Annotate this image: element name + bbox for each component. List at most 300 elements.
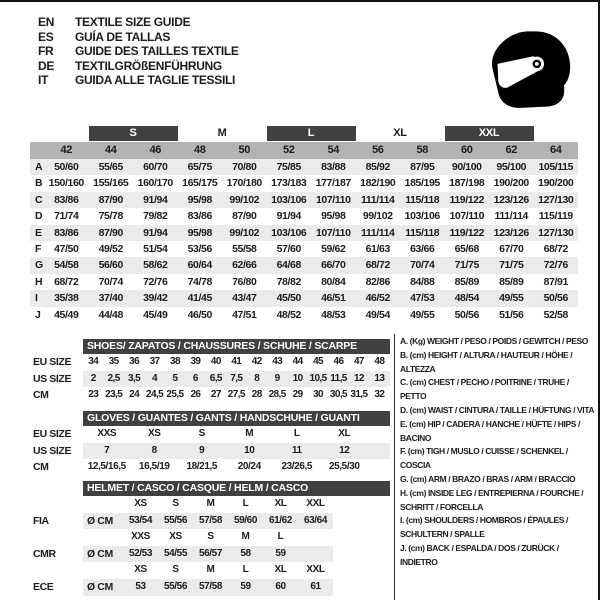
- shoes-header: [30, 339, 390, 354]
- header-spacer: [30, 339, 83, 354]
- measurement-cell: 48/52: [276, 308, 301, 321]
- shoes-cell: 9: [274, 372, 280, 384]
- measurement-row: [30, 307, 578, 323]
- measurement-cell: 90/100: [451, 161, 482, 173]
- size-cell: 50: [238, 144, 250, 156]
- measurement-cell: 82/86: [365, 275, 390, 288]
- size-group-header-row: [30, 126, 578, 142]
- shoes-cell: 40: [210, 356, 221, 367]
- measurement-cell: 91/94: [143, 193, 168, 206]
- measurement-cell: 37/40: [98, 292, 123, 305]
- measurement-cell: 48/53: [321, 308, 346, 321]
- language-code: FR: [38, 44, 54, 59]
- measurement-cell: 49/54: [365, 308, 390, 321]
- helmet-cell: XL: [274, 564, 287, 576]
- measurement-cell: 115/119: [538, 210, 573, 223]
- shoes-cell: 37: [149, 356, 160, 367]
- measurement-cells: [44, 241, 578, 257]
- measurement-cell: 87/95: [410, 161, 435, 173]
- measurement-row: [30, 290, 578, 306]
- measurement-cell: 190/200: [538, 177, 574, 190]
- measurement-row: [30, 175, 578, 191]
- measurement-cell: 70/80: [232, 161, 257, 173]
- measurement-legend: [400, 335, 596, 570]
- helmet-cell: 57/58: [198, 580, 223, 592]
- measurement-cell: 59/62: [321, 242, 346, 255]
- measurement-cell: 54/58: [54, 259, 79, 272]
- measurement-cell: 91/94: [276, 210, 301, 223]
- measurement-cell: 87/91: [543, 275, 568, 288]
- measurement-cells: [44, 257, 578, 273]
- measurement-cell: 83/86: [54, 193, 79, 206]
- legend-item: E. (cm) HIP / CADERA / HANCHE / HÜFTE / HIPS / BACINO: [400, 418, 580, 443]
- measurement-cell: 56/60: [98, 259, 123, 272]
- helmet-cell: S: [172, 498, 179, 509]
- measurement-cell: 103/106: [271, 193, 307, 206]
- helmet-unit-label: Ø CM: [87, 514, 113, 527]
- gloves-cell: 20/24: [237, 461, 261, 473]
- numeric-size-row: [30, 142, 578, 159]
- helmet-cell: L: [242, 564, 249, 576]
- measurement-cell: 84/88: [410, 275, 435, 288]
- helmet-cell: XL: [274, 498, 287, 509]
- helmet-row: [30, 546, 390, 563]
- gloves-cell: 12,5/16,5: [87, 461, 126, 473]
- helmet-row: [30, 496, 390, 513]
- helmet-cell: S: [207, 531, 214, 543]
- measurement-cell: 71/75: [454, 259, 479, 272]
- helmet-row-label: CMR: [33, 547, 56, 560]
- measurement-cell: 46/52: [365, 292, 390, 305]
- legend-item: H. (cm) INSIDE LEG / ENTREPIERNA / FOURCHE / SCHRITT / FORCELLA: [400, 487, 584, 512]
- gloves-row-label: CM: [33, 461, 49, 474]
- gloves-title-bar: GLOVES / GUANTES / GANTS / HANDSCHUHE / GUANTI: [83, 411, 390, 426]
- gloves-cell: 23/26,5: [281, 461, 313, 473]
- gloves-cell: M: [245, 428, 254, 439]
- gloves-cell: XXS: [97, 428, 117, 439]
- measurement-row-label: I: [35, 292, 38, 305]
- shoes-row-label: US SIZE: [33, 372, 72, 385]
- measurement-cell: 50/60: [54, 161, 79, 173]
- measurement-row-label: C: [35, 193, 43, 206]
- size-group-cell: XXL: [445, 126, 534, 141]
- shoes-cell: 6: [192, 372, 198, 384]
- measurement-cell: 76/80: [232, 275, 257, 288]
- size-cell: 64: [550, 144, 562, 156]
- measurement-cell: 185/195: [404, 177, 440, 190]
- legend-item: G. (cm) ARM / BRAZO / BRAS / ARM / BRACCIO: [400, 473, 576, 484]
- helmet-cell: 54/55: [163, 547, 188, 559]
- measurement-row-label: B: [35, 177, 43, 190]
- helmet-cell: 57/58: [198, 514, 223, 526]
- measurement-row: [30, 159, 578, 175]
- measurement-cell: 80/84: [321, 275, 346, 288]
- language-title-row: [38, 44, 239, 59]
- shoes-cell: 27: [210, 389, 221, 401]
- helmet-row: [30, 562, 390, 579]
- legend-item: I. (cm) SHOULDERS / HOMBROS / ÉPAULES / SCHULTERN / SPALLE: [400, 515, 568, 540]
- shoes-cell: 30: [313, 389, 323, 401]
- gloves-section: [30, 411, 390, 476]
- helmet-cell: 59/60: [233, 514, 258, 526]
- measurement-cell: 65/68: [454, 242, 479, 255]
- measurement-cell: 49/55: [499, 292, 524, 305]
- measurement-cell: 111/114: [361, 193, 395, 206]
- gloves-cell: 9: [199, 444, 205, 456]
- shoes-cell: 5: [172, 372, 178, 384]
- measurement-cell: 87/90: [98, 193, 123, 206]
- measurement-cell: 47/53: [410, 292, 435, 305]
- measurement-cell: 62/66: [232, 259, 257, 272]
- gloves-row: [30, 443, 390, 460]
- legend-item: A. (Kg) WEIGHT / PESO / POIDS / GEWITCH / PESO: [400, 336, 588, 346]
- measurement-cell: 99/102: [229, 193, 260, 206]
- measurement-cell: 95/98: [187, 193, 212, 206]
- measurement-cells: [44, 175, 578, 191]
- gloves-cell: 11: [291, 444, 302, 456]
- measurement-cell: 65/75: [187, 161, 212, 173]
- measurement-cell: 68/72: [365, 259, 390, 272]
- legend-item: C. (cm) CHEST / PECHO / POITRINE / TRUHE / PETTO: [400, 377, 569, 402]
- shoes-cell: 32: [374, 389, 385, 401]
- helmet-unit-label: Ø CM: [87, 547, 113, 560]
- shoes-cell: 4: [152, 372, 158, 384]
- shoes-cell: 35: [108, 356, 119, 367]
- measurement-row-label: J: [35, 308, 41, 321]
- shoes-cell: 34: [88, 356, 99, 367]
- measurement-cell: 115/118: [405, 226, 440, 239]
- legend-item: J. (cm) BACK / ESPALDA / DOS / ZURÜCK / INDIETRO: [400, 542, 559, 567]
- size-group-cell: M: [217, 127, 227, 139]
- measurement-cell: 45/49: [143, 308, 168, 321]
- guide-title: GUIDA ALLE TAGLIE TESSILI: [75, 73, 236, 88]
- measurement-cell: 49/52: [98, 242, 123, 255]
- gloves-cell: 10: [244, 444, 255, 456]
- measurement-cell: 50/56: [454, 308, 479, 321]
- shoes-cell: 13: [374, 372, 385, 384]
- helmet-row: [30, 513, 390, 530]
- size-cell: 56: [372, 144, 384, 156]
- measurement-cell: 95/100: [496, 161, 527, 173]
- shoes-cell: 45: [313, 356, 323, 367]
- shoes-cells: [83, 371, 390, 388]
- size-cell: 52: [283, 144, 295, 156]
- measurement-cells: [44, 225, 578, 241]
- measurement-cell: 111/114: [494, 210, 528, 223]
- shoes-cell: 39: [190, 356, 201, 367]
- measurement-cell: 49/55: [410, 308, 435, 321]
- measurement-cell: 39/42: [143, 292, 168, 305]
- measurement-cell: 67/70: [499, 242, 524, 255]
- guide-title: TEXTILGRÖßENFÜHRUNG: [75, 58, 222, 73]
- measurement-cells: [44, 290, 578, 306]
- measurement-cell: 83/86: [54, 226, 79, 239]
- helmet-rows: [30, 496, 390, 596]
- language-title-list: [38, 15, 239, 88]
- measurement-cell: 55/65: [98, 161, 123, 173]
- helmet-row-values: [83, 496, 333, 513]
- language-code: IT: [38, 73, 49, 88]
- gloves-header: [30, 411, 390, 426]
- size-group-cell: [44, 126, 89, 141]
- helmet-cell: M: [241, 531, 250, 543]
- language-code: EN: [38, 15, 55, 29]
- helmet-cell: 61/62: [268, 514, 293, 526]
- gloves-cell: 25,5/30: [328, 461, 360, 473]
- measurement-cell: 173/183: [271, 177, 307, 190]
- measurement-cell: 107/110: [449, 210, 485, 223]
- measurement-cell: 95/98: [187, 226, 212, 239]
- numeric-size-cells: [44, 142, 578, 159]
- helmet-cells: [123, 529, 333, 546]
- measurement-cell: 160/170: [137, 177, 173, 190]
- gloves-cell: 8: [151, 444, 157, 456]
- helmet-row-values: [83, 562, 333, 579]
- gloves-cell: XL: [338, 428, 351, 439]
- measurement-cell: 51/56: [499, 308, 524, 321]
- helmet-cells: [123, 579, 333, 596]
- shoes-cell: 6,5: [209, 372, 222, 384]
- helmet-section: [30, 481, 390, 596]
- helmet-cell: 63/64: [303, 514, 328, 526]
- measurement-cell: 55/58: [232, 242, 257, 255]
- measurement-cell: 95/98: [321, 210, 346, 223]
- language-code: DE: [38, 58, 55, 73]
- shoes-cells: [83, 354, 390, 371]
- measurement-cell: 58/62: [143, 259, 168, 272]
- size-cell: 48: [194, 144, 206, 156]
- measurement-cell: 61/63: [365, 242, 390, 255]
- racing-helmet-icon: [487, 28, 573, 110]
- helmet-row-label: FIA: [33, 514, 49, 527]
- measurement-cell: 85/89: [454, 275, 479, 288]
- measurement-row-label: E: [35, 226, 42, 239]
- measurement-cells: [44, 159, 578, 175]
- size-cell: 44: [105, 144, 117, 156]
- shoes-cell: 23,5: [105, 389, 123, 401]
- shoes-cell: 28,5: [268, 389, 286, 401]
- gloves-row: [30, 459, 390, 476]
- measurement-cell: 170/180: [226, 177, 262, 190]
- gloves-rows: [30, 426, 390, 476]
- shoes-cell: 44: [292, 356, 303, 367]
- shoes-cell: 12: [353, 372, 364, 384]
- measurement-row-label: H: [35, 275, 43, 288]
- shoes-cell: 10: [292, 372, 303, 384]
- measurement-cell: 123/126: [493, 226, 529, 239]
- shoes-cell: 11,5: [330, 372, 347, 384]
- measurement-cell: 83/86: [187, 210, 212, 223]
- shoes-cells: [83, 387, 390, 404]
- size-cell: 62: [505, 144, 517, 156]
- language-title-row: [38, 15, 239, 30]
- measurement-cell: 105/115: [538, 161, 574, 173]
- measurement-cell: 68/72: [54, 275, 79, 288]
- measurement-cell: 119/122: [449, 193, 485, 206]
- shoes-cell: 26: [190, 389, 201, 401]
- helmet-row-label: [30, 529, 83, 546]
- language-code: ES: [38, 29, 54, 44]
- language-title-row: [38, 73, 239, 88]
- measurement-cell: 63/66: [410, 242, 435, 255]
- shoes-cell: 42: [251, 356, 262, 367]
- guide-title: TEXTILE SIZE GUIDE: [75, 15, 191, 29]
- helmet-row-values: [83, 529, 333, 546]
- size-cell: 46: [149, 144, 161, 156]
- gloves-cell: L: [293, 428, 300, 439]
- helmet-cell: XS: [169, 531, 182, 543]
- measurement-cell: 72/76: [143, 275, 168, 288]
- size-group-cell: S: [89, 126, 178, 141]
- measurement-cell: 72/76: [543, 259, 568, 272]
- measurement-cell: 99/102: [229, 226, 260, 239]
- measurement-cell: 119/122: [449, 226, 485, 239]
- helmet-row-values: [83, 579, 333, 596]
- measurement-cell: 64/68: [276, 259, 301, 272]
- helmet-row-label: [30, 562, 83, 579]
- helmet-cells: [123, 513, 333, 530]
- measurement-cell: 74/78: [187, 275, 212, 288]
- shoes-rows: [30, 354, 390, 404]
- measurement-cell: 107/110: [315, 193, 351, 206]
- measurement-cell: 57/60: [276, 242, 301, 255]
- helmet-cell: [298, 546, 333, 563]
- helmet-cell: XS: [134, 498, 147, 509]
- measurement-cell: 103/106: [271, 226, 307, 239]
- helmet-unit-label: [83, 562, 123, 579]
- measurement-cell: 99/102: [362, 210, 393, 223]
- measurement-cell: 85/92: [365, 161, 390, 173]
- shoes-cell: 41: [231, 356, 242, 367]
- helmet-unit-label: Ø CM: [87, 580, 113, 593]
- shoes-cell: 47: [353, 356, 364, 367]
- measurement-cell: 115/118: [405, 193, 440, 206]
- shoes-cell: 2,5: [107, 372, 120, 384]
- gloves-row: [30, 426, 390, 443]
- helmet-cell: 52/53: [128, 547, 153, 559]
- measurement-cell: 48/54: [454, 292, 479, 305]
- measurement-row: [30, 257, 578, 273]
- measurement-cell: 71/74: [54, 210, 79, 223]
- helmet-row: [30, 529, 390, 546]
- measurement-cell: 111/114: [361, 226, 395, 239]
- shoes-cell: 38: [170, 356, 180, 367]
- measurement-cells: [44, 274, 578, 290]
- helmet-cell: M: [206, 564, 215, 576]
- measurement-row: [30, 241, 578, 257]
- measurement-cell: 66/70: [321, 259, 346, 272]
- measurement-cell: 127/130: [538, 193, 574, 206]
- shoes-cell: 28: [251, 389, 262, 401]
- measurement-row: [30, 274, 578, 290]
- helmet-cell: 53: [135, 580, 146, 592]
- header-spacer: [30, 481, 83, 496]
- helmet-cell: 58: [240, 547, 251, 559]
- shoes-cell: 7,5: [230, 372, 243, 384]
- measurement-cell: 41/45: [187, 292, 212, 305]
- measurement-cell: 45/50: [276, 292, 301, 305]
- measurement-cell: 68/72: [543, 242, 568, 255]
- helmet-unit-label: [83, 496, 123, 513]
- legend-divider-line: [394, 334, 395, 600]
- helmet-cells: [123, 496, 333, 513]
- measurement-cell: 60/70: [143, 161, 168, 173]
- helmet-cell: XXL: [306, 498, 325, 509]
- measurement-cell: 50/56: [543, 292, 568, 305]
- legend-item: B. (cm) HEIGHT / ALTURA / HAUTEUR / HÖHE / ALTEZZA: [400, 349, 573, 374]
- measurement-cell: 70/74: [98, 275, 123, 288]
- shoes-section: [30, 339, 390, 404]
- shoes-cell: 8: [254, 372, 260, 384]
- size-cell: 54: [327, 144, 339, 156]
- size-cell: 42: [60, 144, 72, 156]
- measurement-cell: 60/64: [187, 259, 212, 272]
- shoes-row: [30, 387, 390, 404]
- shoes-cell: 31,5: [350, 389, 368, 401]
- gloves-cells: [83, 443, 390, 460]
- shoes-row: [30, 371, 390, 388]
- gloves-row-label: US SIZE: [33, 444, 72, 457]
- helmet-cell: S: [172, 564, 179, 576]
- shoes-cell: 23: [88, 389, 99, 401]
- gloves-cell: 7: [104, 444, 110, 456]
- shoes-cell: 27,5: [227, 389, 245, 401]
- helmet-cell: 59: [275, 547, 286, 559]
- measurement-cell: 107/110: [315, 226, 351, 239]
- measurement-cell: 103/106: [404, 210, 440, 223]
- gloves-cell: 18/21,5: [186, 461, 218, 473]
- helmet-cell: 53/54: [128, 514, 153, 526]
- measurement-cells: [44, 307, 578, 323]
- measurement-cell: 46/50: [187, 308, 212, 321]
- gloves-cells: [83, 459, 390, 476]
- helmet-cell: 55/56: [163, 580, 188, 592]
- measurement-cell: 46/51: [321, 292, 346, 305]
- helmet-row-values: [83, 513, 333, 530]
- measurement-cell: 70/74: [410, 259, 435, 272]
- measurement-rows: [30, 159, 578, 323]
- gloves-cell: 12: [339, 444, 350, 456]
- helmet-cell: 56/57: [198, 547, 223, 559]
- size-group-cell: [534, 126, 579, 141]
- measurement-cell: 75/85: [276, 161, 301, 173]
- measurement-cell: 53/56: [187, 242, 212, 255]
- language-title-row: [38, 30, 239, 45]
- helmet-cell: [298, 529, 333, 546]
- helmet-cell: XXS: [131, 531, 150, 543]
- legend-item: F. (cm) TIGH / MUSLO / CUISSE / SCHENKEL / COSCIA: [400, 446, 568, 471]
- measurement-cell: 78/82: [276, 275, 301, 288]
- gloves-row-label: EU SIZE: [33, 428, 72, 440]
- row-label-spacer: [30, 142, 44, 159]
- shoes-cell: 10,5: [309, 372, 327, 384]
- size-cell: 60: [461, 144, 473, 156]
- helmet-row-values: [83, 546, 333, 563]
- shoes-row-label: EU SIZE: [33, 356, 72, 368]
- helmet-cell: L: [277, 531, 284, 543]
- helmet-title-bar: HELMET / CASCO / CASQUE / HELM / CASCO: [83, 481, 390, 496]
- measurement-cell: 182/190: [360, 177, 396, 190]
- measurement-cell: 87/90: [232, 210, 257, 223]
- measurement-cell: 87/90: [98, 226, 123, 239]
- shoes-cell: 46: [333, 356, 344, 367]
- language-title-row: [38, 59, 239, 74]
- measurement-cell: 190/200: [493, 177, 529, 190]
- helmet-cell: M: [206, 498, 215, 509]
- measurement-cell: 123/126: [493, 193, 529, 206]
- textile-size-table: [30, 126, 578, 323]
- measurement-cells: [44, 208, 578, 224]
